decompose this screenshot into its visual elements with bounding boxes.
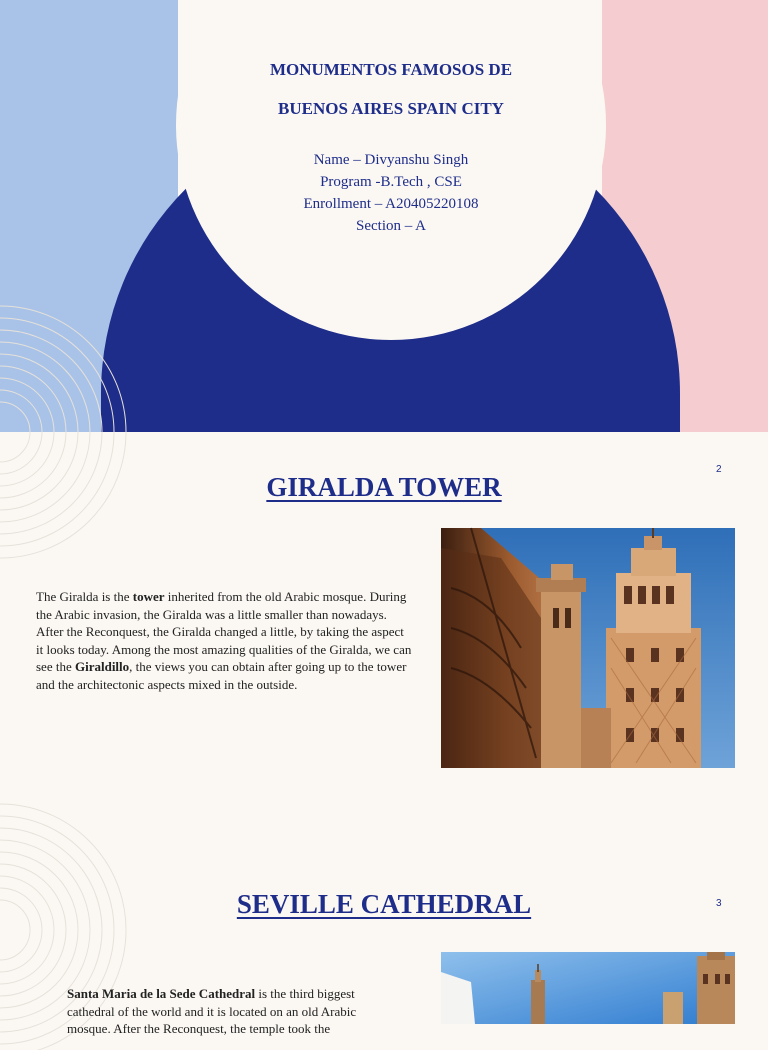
tower-bold: tower <box>132 589 165 604</box>
cathedral-slide <box>0 840 768 1036</box>
giralda-heading: GIRALDA TOWER <box>266 472 502 502</box>
page-number: 2 <box>716 464 722 475</box>
section: Section – A <box>356 218 426 234</box>
title-line-2: BUENOS AIRES SPAIN CITY <box>278 99 504 118</box>
giralda-tower-photo-icon <box>441 528 735 768</box>
giralda-paragraph: The Giralda is the tower inherited from the old Arabic mosque. During the Arabic invasion, the Giralda was a little smaller than nowadays. After the Reconquest, the Giralda changed a little, by taking the aspect it looks today. Among the most amazing qualities of the Giralda, we can see the Giraldillo, the views you can obtain after going up to the tower and the architectonic aspects mixed in the outside. <box>36 589 412 692</box>
cathedral-heading: SEVILLE CATHEDRAL <box>236 889 532 919</box>
enrollment: Enrollment – A20405220108 <box>303 196 479 212</box>
giralda-slide <box>0 432 768 840</box>
title-line-1: MONUMENTOS FAMOSOS DE <box>269 60 513 79</box>
title-slide <box>0 0 768 432</box>
cathedral-name-bold: Santa Maria de la Sede Cathedral <box>67 986 256 1001</box>
seville-cathedral-photo-icon <box>441 952 735 1024</box>
giraldillo-bold: Giraldillo <box>74 659 130 674</box>
page-number: 3 <box>716 898 722 909</box>
cathedral-paragraph: Santa Maria de la Sede Cathedral is the third biggest cathedral of the world and it is located on an old Arabic mosque. After the Reconquest, the temple took the <box>67 986 357 1036</box>
program: Program -B.Tech , CSE <box>320 174 462 190</box>
author-name: Name – Divyanshu Singh <box>313 152 469 168</box>
